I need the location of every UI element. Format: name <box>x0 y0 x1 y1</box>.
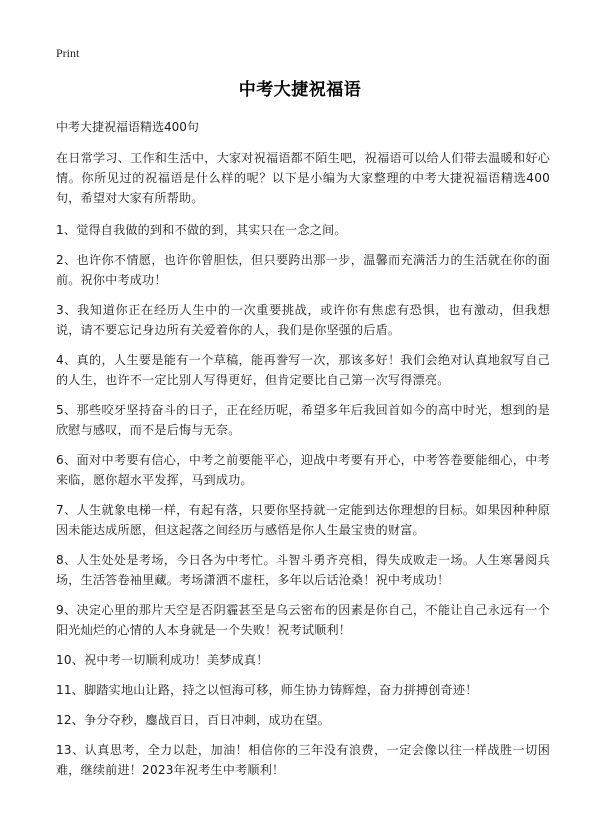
list-item: 2、也许你不情愿，也许你曾胆怯，但只要跨出那一步，温馨而充满活力的生活就在你的面前。祝你中考成功！ <box>56 253 550 287</box>
list-item: 1、觉得自我做的到和不做的到，其实只在一念之间。 <box>56 223 347 237</box>
list-item: 11、脚踏实地山让路，持之以恒海可移，师生协力铸辉煌，奋力拼搏创奇迹！ <box>56 683 478 697</box>
print-link[interactable]: Print <box>56 46 80 60</box>
page-title: 中考大捷祝福语 <box>238 80 362 100</box>
article-body <box>56 148 550 790</box>
intro-paragraph: 在日常学习、工作和生活中，大家对祝福语都不陌生吧，祝福语可以给人们带去温暖和好心情。你所见过的祝福语是什么样的呢？以下是小编为大家整理的中考大捷祝福语精选400句，希望对大家有所帮助。 <box>56 151 550 205</box>
list-item: 8、人生处处是考场，今日各为中考忙。斗智斗勇齐亮相，得失成败走一场。人生寒暑阅兵场，生活答卷袖里藏。考场潇洒不虚枉，多年以后话沧桑！祝中考成功！ <box>56 553 550 587</box>
list-item: 12、争分夺秒，鏖战百日，百日冲刺，成功在望。 <box>56 713 330 727</box>
list-item: 13、认真思考，全力以赴，加油！相信你的三年没有浪费，一定会像以往一样战胜一切困难，继续前进！2023年祝考生中考顺利！ <box>56 743 550 777</box>
list-item: 10、祝中考一切顺利成功！美梦成真！ <box>56 653 269 667</box>
list-item: 9、决定心里的那片天空是否阴霾甚至是乌云密布的因素是你自己，不能让自己永远有一个阳光灿烂的心情的人本身就是一个失败！祝考试顺利！ <box>56 603 550 637</box>
list-item: 3、我知道你正在经历人生中的一次重要挑战，或许你有焦虑有恐惧，也有激动，但我想说，请不要忘记身边所有关爱着你的人，我们是你坚强的后盾。 <box>56 303 550 337</box>
list-item: 6、面对中考要有信心，中考之前要能平心，迎战中考要有开心，中考答卷要能细心，中考来临，愿你超水平发挥，马到成功。 <box>56 453 550 487</box>
page-subtitle: 中考大捷祝福语精选400句 <box>56 120 199 134</box>
list-item: 7、人生就象电梯一样，有起有落，只要你坚持就一定能到达你理想的目标。如果因种种原因未能达成所愿，但这起落之间经历与感悟是你人生最宝贵的财富。 <box>56 503 550 537</box>
list-item: 4、真的，人生要是能有一个草稿，能再誊写一次，那该多好！我们会绝对认真地叙写自己的人生，也许不一定比别人写得更好，但肯定要比自己第一次写得漂亮。 <box>56 353 550 387</box>
list-item: 5、那些咬牙坚持奋斗的日子，正在经历呢，希望多年后我回首如今的高中时光，想到的是欣慰与感叹，而不是后悔与无奈。 <box>56 403 550 437</box>
